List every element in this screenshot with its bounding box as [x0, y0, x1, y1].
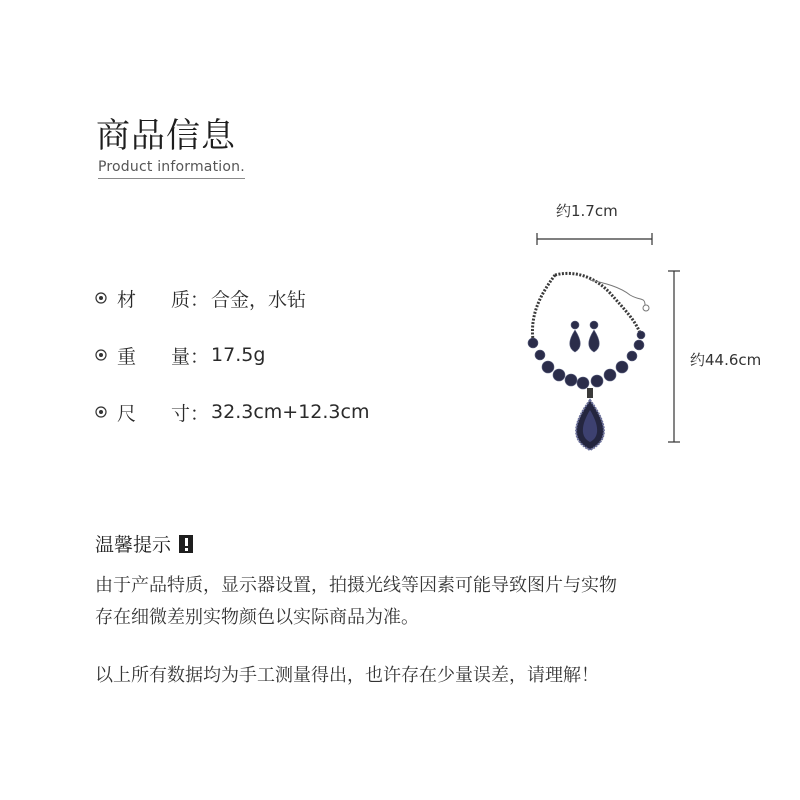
spec-separator: ： — [190, 402, 210, 425]
notice-line: 以上所有数据均为手工测量得出，也许存在少量误差，请理解！ — [95, 665, 599, 686]
exclamation-icon — [179, 535, 193, 553]
spec-value: 32.3cm+12.3cm — [211, 401, 370, 423]
spec-label: 材 — [117, 288, 137, 311]
necklace-image — [515, 255, 665, 455]
notice-title — [95, 530, 193, 557]
height-dimension-label: 约44.6cm — [690, 351, 762, 369]
spec-separator: ： — [190, 288, 210, 311]
height-dimension-line — [668, 271, 680, 442]
notice-title-text: 温馨提示 — [95, 534, 172, 556]
spec-value: 17.5g — [211, 344, 266, 366]
earrings — [570, 321, 600, 352]
width-dimension-line — [537, 233, 652, 245]
spec-separator: ： — [190, 345, 210, 368]
page-title: 商品信息 — [96, 116, 236, 156]
spec-label: 寸 — [171, 402, 191, 425]
spec-value: 合金，水钻 — [211, 288, 307, 311]
notice-line: 存在细微差别实物颜色以实际商品为准。 — [95, 607, 419, 628]
notice-line: 由于产品特质，显示器设置，拍摄光线等因素可能导致图片与实物 — [95, 575, 617, 596]
spec-label: 量 — [171, 345, 191, 368]
spec-label: 重 — [117, 345, 137, 368]
spec-label: 质 — [171, 288, 191, 311]
spec-label: 尺 — [117, 402, 137, 425]
width-dimension-label: 约1.7cm — [556, 202, 618, 220]
page-subtitle: Product information. — [98, 159, 245, 179]
